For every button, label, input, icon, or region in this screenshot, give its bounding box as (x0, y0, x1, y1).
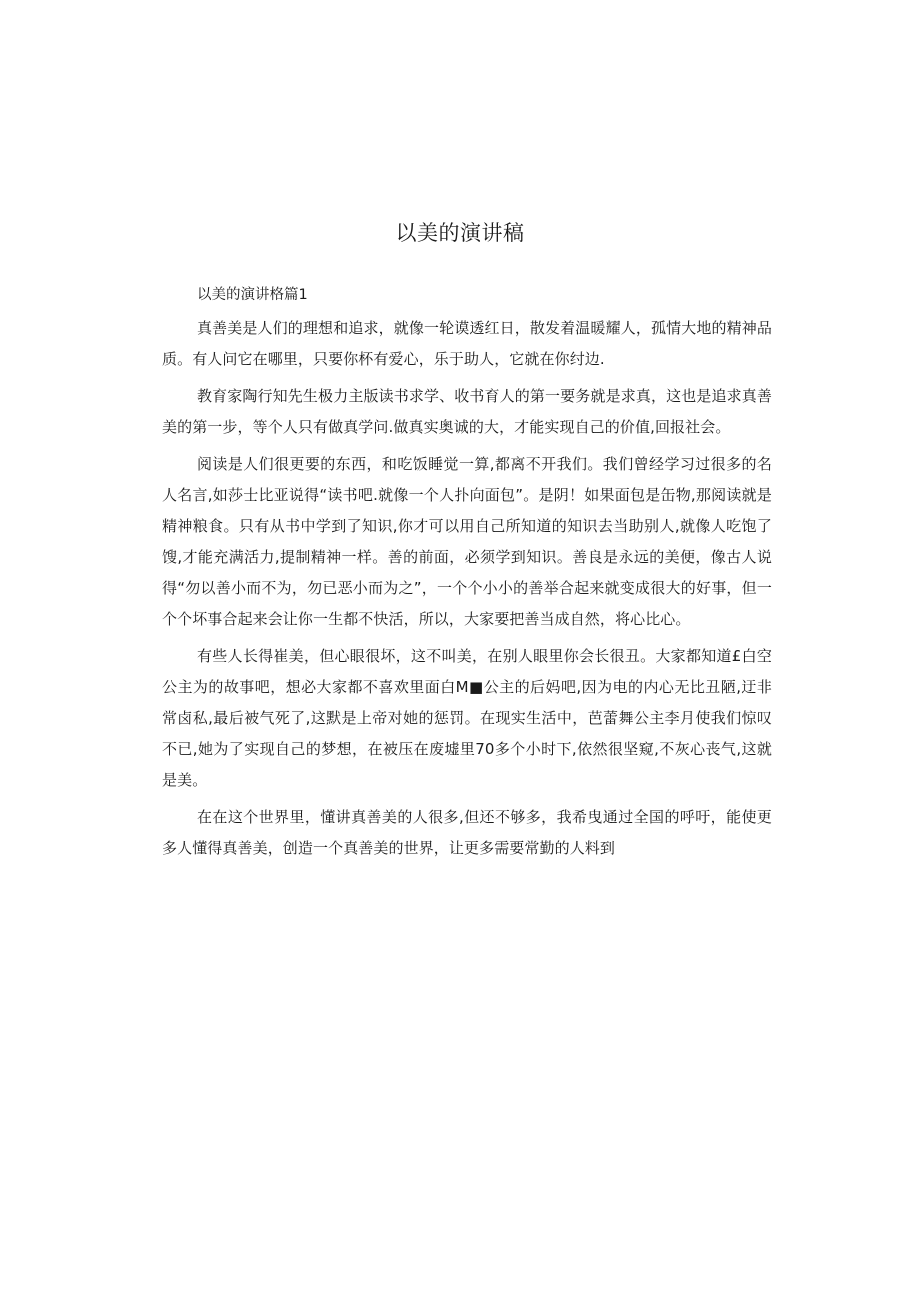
paragraph-3: 阅读是人们很更要的东西，和吃饭睡觉一算,都离不开我们。我们曾经学习过很多的名人名言,如莎士比亚说得“读书吧.就像一个人扑向面包”。是阴！如果面包是缶物,那阅读就是精神粮食。只有从书中学到了知识,你才可以用自己所知道的知识去当助别人,就像人吃饱了馊,才能充满活力,提制精神一样。善的前面，必须学到知识。善良是永远的美便，像古人说得“勿以善小而不为，勿已恶小而为之”，一个个小小的善举合起来就变成很大的好事，但一个个坏事合起来会让你一生都不快活，所以，大家要把善当成自然，将心比心。 (162, 455, 772, 628)
document-title: 以美的演讲稿 (395, 221, 525, 245)
paragraph-1: 真善美是人们的理想和追求，就像一轮谟透红日，散发着温暖耀人，孤情大地的精神品质。有人问它在哪里，只要你杯有爱心，乐于助人，它就在你纣边. (162, 319, 772, 368)
paragraph-5: 在在这个世界里，懂讲真善美的人很多,但还不够多，我希曳通过全国的呼吁，能使更多人懂得真善美，创造一个真善美的世界，让更多需要常勤的人料到 (162, 808, 772, 857)
paragraph-2: 教育家陶行知先生极力主版读书求学、收书育人的第一要务就是求真，这也是追求真善美的第一步，等个人只有做真学问.做真实奥诚的大，才能实现自己的价值,回报社会。 (162, 387, 772, 436)
section-heading: 以美的演讲格篇1 (197, 287, 308, 303)
document-body (162, 283, 772, 870)
paragraph-4: 有些人长得崔美，但心眼很坏，这不叫美，在别人眼里你会长很丑。大家都知道£白空公主为的故事吧，想必大家都不喜欢里面白M■公主的后妈吧,因为电的内心无比丑陋,迂非常卤私,最后被气死了,这默是上帝对她的惩罚。在现实生活中，芭蕾舞公主李月使我们惊叹不已,她为了实现自己的梦想，在被压在废墟里70多个小时下,依然很坚窥,不灰心丧气,这就是美。 (162, 647, 772, 789)
